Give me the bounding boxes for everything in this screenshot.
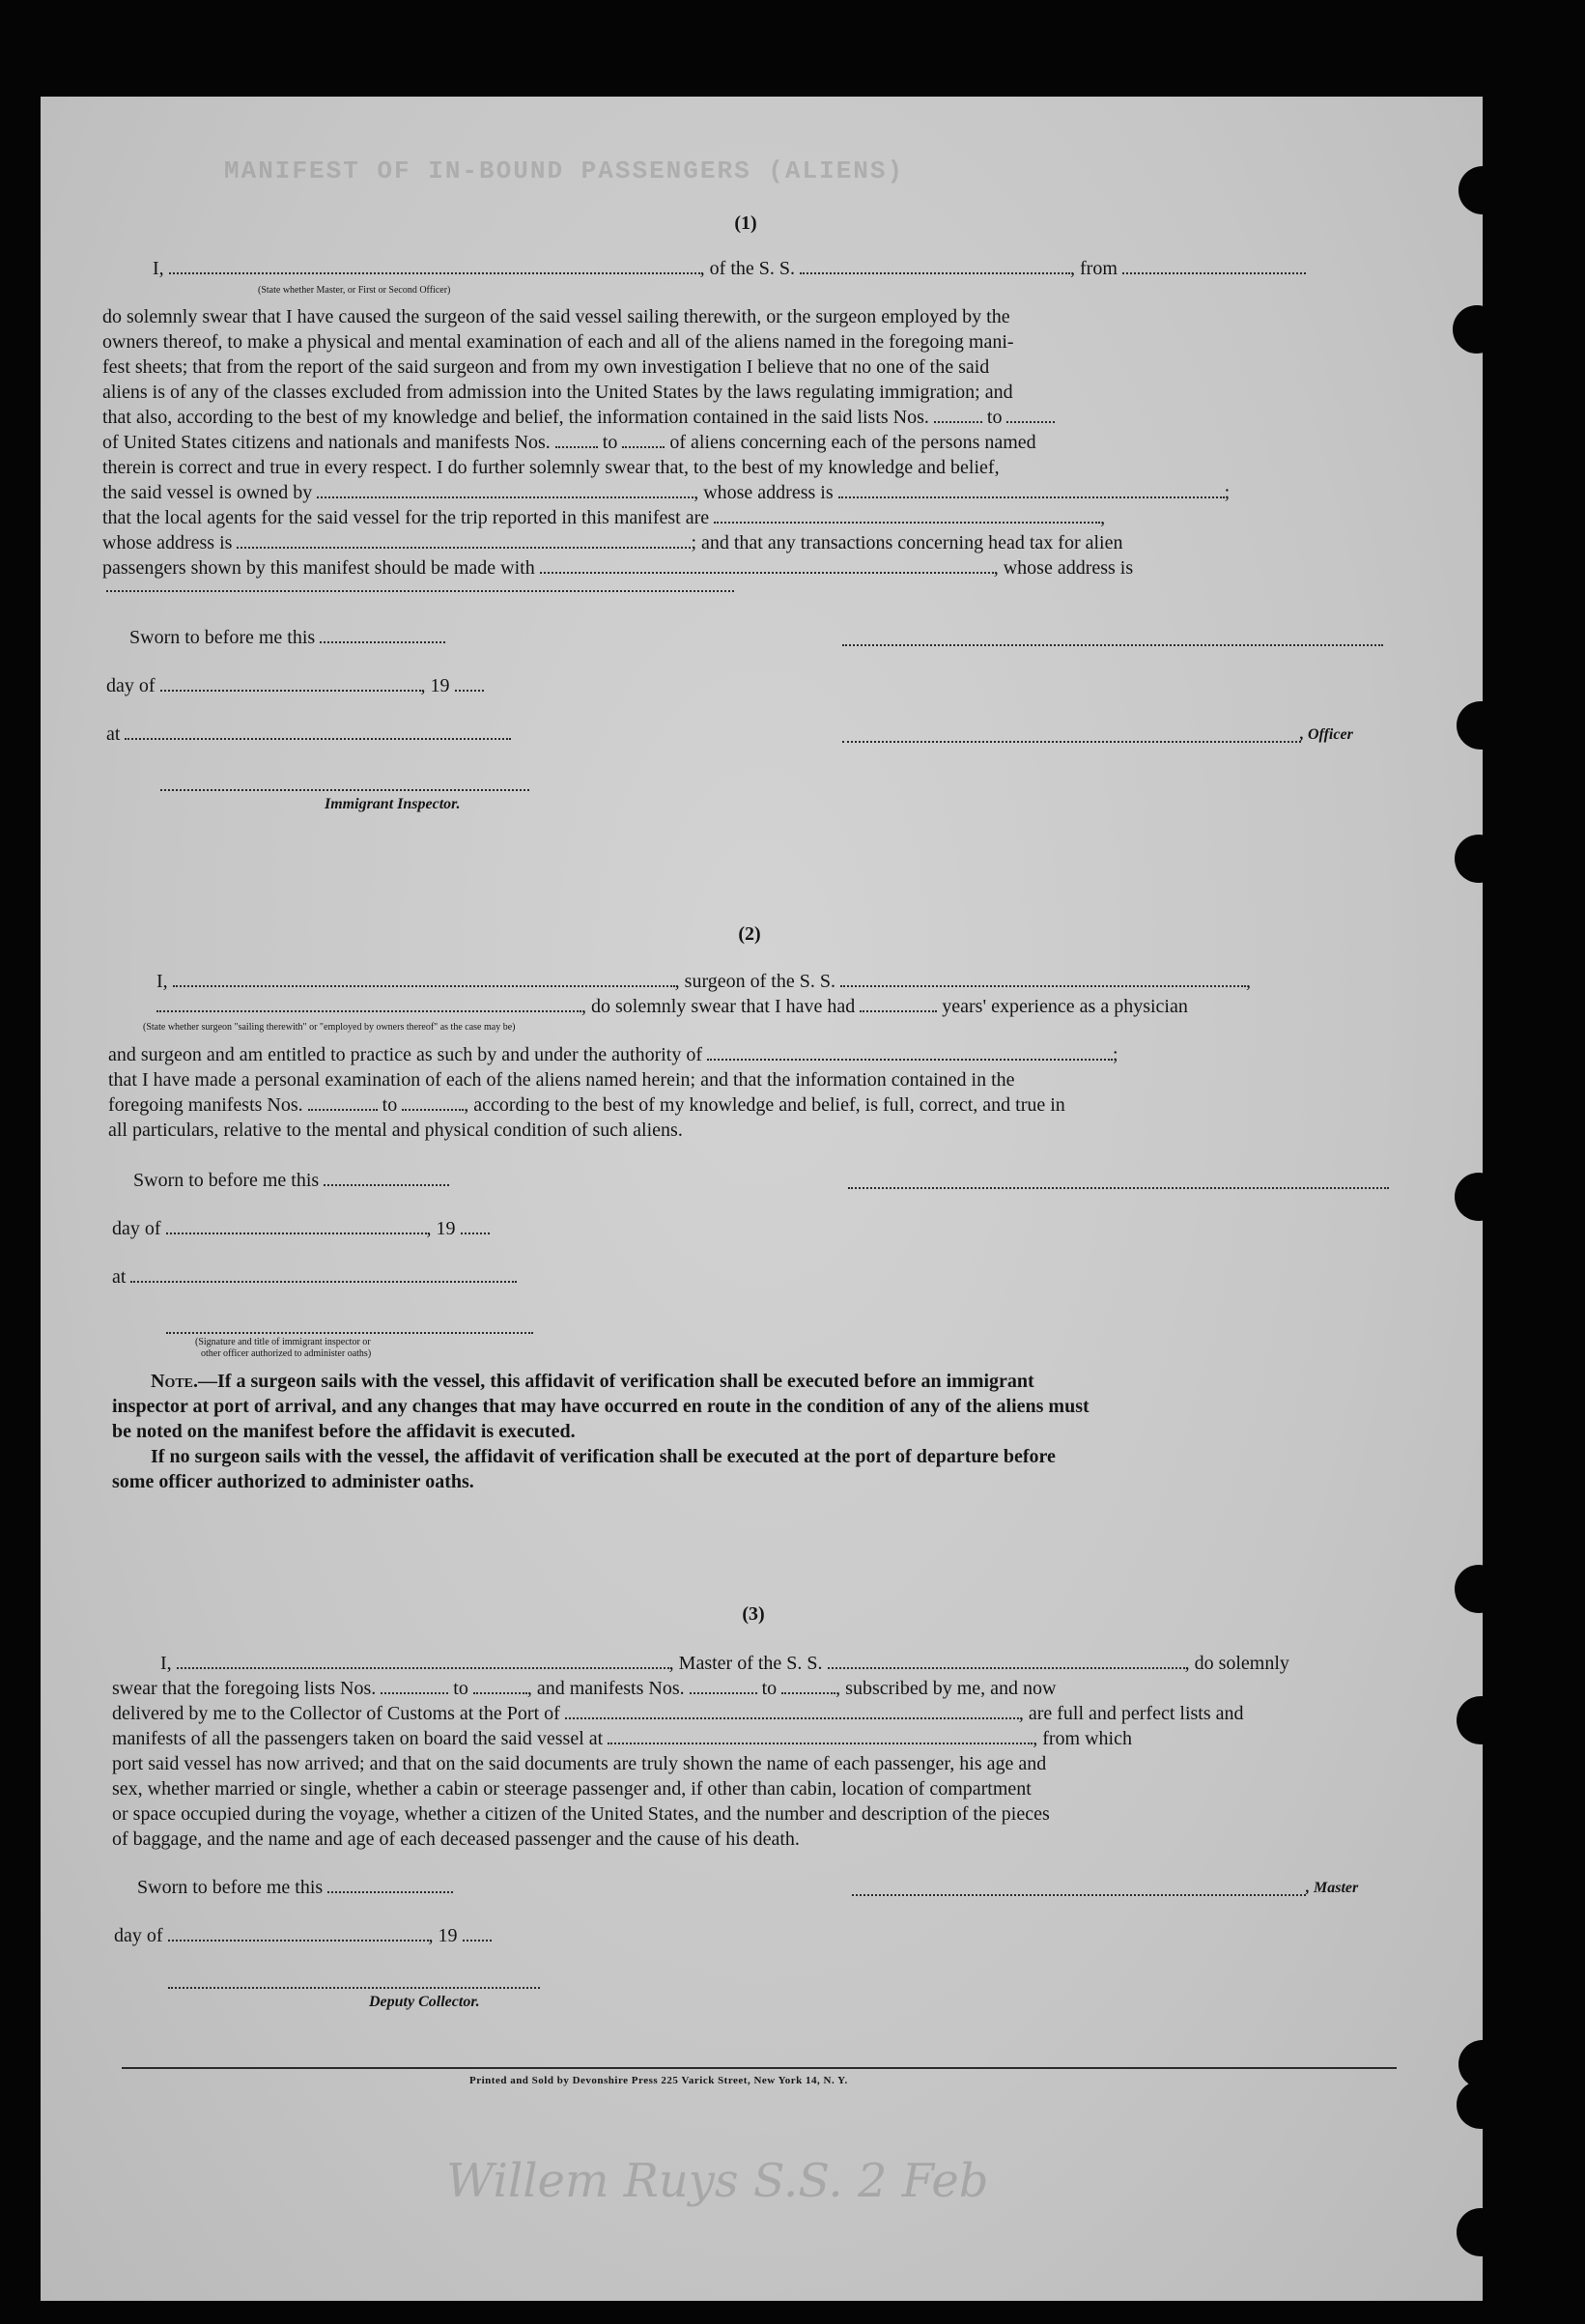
s2-sworn-text: Sworn to before me this	[133, 1170, 320, 1191]
s2-line-4: all particulars, relative to the mental and physical condition of such aliens.	[108, 1119, 683, 1141]
punch-hole	[1457, 701, 1483, 750]
s1-line-7: therein is correct and true in every respect. I do further solemnly swear that, to the best of my knowledge and belief,	[102, 457, 1000, 478]
s2-signature-hint-1: (Signature and title of immigrant inspector or	[195, 1337, 371, 1347]
s3-row-1-i: I,	[160, 1653, 172, 1674]
s1-line-4: aliens is of any of the classes excluded from admission into the United States by the laws regulating immigration; and	[102, 382, 1013, 403]
label-of-ss: , of the S. S.	[699, 258, 796, 279]
s2-line-3-end: , according to the best of my knowledge and belief, is full, correct, and true in	[464, 1094, 1065, 1116]
label-from: , from	[1070, 258, 1118, 279]
field-s2-month	[166, 1219, 427, 1234]
field-s3-vessel	[828, 1654, 1185, 1669]
s2-at	[112, 1265, 517, 1289]
s2-sworn	[133, 1169, 449, 1192]
field-authority	[707, 1045, 1113, 1061]
s1-at	[106, 723, 511, 746]
s1-line-10-text: whose address is	[102, 532, 233, 553]
field-agents-address	[237, 533, 691, 549]
s2-line-3-to: to	[382, 1094, 398, 1116]
field-s2-inspector-signature	[166, 1331, 533, 1334]
s3-row-1	[160, 1652, 1289, 1675]
s2-row-2-mid: , do solemnly swear that I have had	[581, 996, 856, 1017]
s1-line-6-text: of United States citizens and nationals and manifests Nos.	[102, 432, 551, 453]
field-s3-manifests-from	[690, 1679, 757, 1694]
field-port-of-arrival	[565, 1704, 1019, 1719]
field-years-experience	[860, 997, 937, 1012]
punch-hole	[1455, 835, 1483, 883]
s1-at-text: at	[106, 723, 121, 745]
bleed-through-handwriting: Willem Ruys S.S. 2 Feb	[446, 2154, 989, 2208]
field-s3-month	[168, 1926, 429, 1941]
field-manifests-to	[622, 433, 665, 448]
field-s1-master-signature	[842, 643, 1383, 646]
field-s2-surgeon-signature	[848, 1186, 1389, 1189]
s1-line-6-end: of aliens concerning each of the persons named	[669, 432, 1036, 453]
field-s3-lists-from	[381, 1679, 448, 1694]
punch-hole	[1457, 2208, 1483, 2256]
s2-line-3	[108, 1093, 1065, 1117]
s1-line-5	[102, 406, 1055, 429]
s2-signature-hint-2: other officer authorized to administer oaths)	[201, 1348, 372, 1359]
s1-line-11-end: , whose address is	[993, 557, 1134, 579]
field-s1-year	[455, 676, 484, 692]
s1-line-5-to: to	[986, 407, 1003, 428]
field-master-name	[177, 1654, 669, 1669]
s1-sworn-text: Sworn to before me this	[129, 627, 316, 648]
field-vessel-name	[800, 259, 1070, 274]
field-local-agents	[714, 508, 1100, 524]
label-i: I,	[153, 258, 164, 279]
field-s3-master-signature	[852, 1893, 1306, 1896]
s3-row-3	[112, 1702, 1244, 1725]
field-s1-sworn-day	[320, 628, 445, 643]
s2-line-2: that I have made a personal examination of each of the aliens named herein; and that the information contained in the	[108, 1069, 1015, 1091]
punch-hole	[1453, 305, 1483, 354]
s3-row-1-end: , do solemnly	[1184, 1653, 1289, 1674]
s1-line-10-end: ; and that any transactions concerning head tax for alien	[691, 532, 1123, 553]
field-port-of-embarkation	[608, 1729, 1033, 1744]
field-s1-month	[160, 676, 421, 692]
field-officer-name	[169, 259, 700, 274]
punch-hole	[1455, 1173, 1483, 1221]
note-line-5: some officer authorized to administer oaths.	[112, 1471, 474, 1492]
field-lists-to	[1006, 408, 1055, 423]
printer-imprint: Printed and Sold by Devonshire Press 225 Varick Street, New York 14, N. Y.	[469, 2075, 848, 2086]
immigrant-inspector-label: Immigrant Inspector.	[325, 796, 461, 812]
note-line-1	[151, 1370, 1034, 1393]
s2-year-text: , 19	[426, 1218, 456, 1239]
field-surgeon-status	[156, 997, 581, 1012]
s1-line-9: that the local agents for the said vessel for the trip reported in this manifest are ,	[102, 507, 1106, 528]
s1-line-11	[102, 556, 1133, 580]
s1-sworn	[129, 626, 445, 649]
note-line-2: inspector at port of arrival, and any changes that may have occurred en route in the condition of any of the aliens must	[112, 1396, 1090, 1417]
s3-year-text: , 19	[428, 1925, 458, 1946]
bleed-through-header: MANIFEST OF IN-BOUND PASSENGERS (ALIENS)	[224, 156, 905, 185]
note-label: Note.	[151, 1371, 199, 1392]
s2-row-1-end: , surgeon of the S. S.	[674, 971, 835, 992]
s1-line-6	[102, 431, 1036, 454]
s2-line-1-text: and surgeon and am entitled to practice as such by and under the authority of	[108, 1044, 702, 1065]
s3-row-2-to2: to	[761, 1678, 778, 1699]
punch-hole	[1455, 1565, 1483, 1613]
field-s2-place	[130, 1267, 517, 1283]
field-vessel-owner	[317, 483, 693, 498]
s1-line-2: owners thereof, to make a physical and mental examination of each and all of the aliens named in the foregoing mani-	[102, 331, 1014, 353]
field-owner-address	[838, 483, 1225, 498]
s1-line-10	[102, 531, 1123, 554]
footer-rule	[122, 2067, 1397, 2069]
s3-row-2-mid: , and manifests Nos.	[526, 1678, 685, 1699]
punch-hole	[1458, 166, 1483, 214]
field-s3-sworn-day	[327, 1878, 453, 1893]
section-3-number: (3)	[742, 1603, 765, 1625]
s2-day-of-text: day of	[112, 1218, 161, 1239]
s2-row-1: I, , surgeon of the S. S. ,	[156, 971, 1251, 992]
s3-row-4-start: manifests of all the passengers taken on board the said vessel at	[112, 1728, 604, 1749]
master-label: , Master	[1306, 1880, 1359, 1896]
field-manifests-from	[555, 433, 598, 448]
document-page	[41, 97, 1483, 2301]
s3-day-of-text: day of	[114, 1925, 163, 1946]
s3-row-2-start: swear that the foregoing lists Nos.	[112, 1678, 377, 1699]
s1-line-3: fest sheets; that from the report of the said surgeon and from my own investigation I believe that no one of the said	[102, 356, 990, 378]
field-s2-vessel	[840, 972, 1246, 987]
s1-day-of-text: day of	[106, 675, 156, 696]
field-surgeon-name	[173, 972, 675, 987]
section-2-number: (2)	[738, 923, 761, 945]
s3-day-of	[114, 1924, 492, 1947]
field-head-tax-party	[540, 558, 994, 574]
s3-row-3-end: , are full and perfect lists and	[1018, 1703, 1244, 1724]
punch-hole	[1457, 1696, 1483, 1744]
field-s2-year	[461, 1219, 490, 1234]
s3-sworn-text: Sworn to before me this	[137, 1877, 324, 1898]
s3-sworn	[137, 1876, 453, 1899]
field-s1-place	[125, 724, 511, 740]
note-line-4: If no surgeon sails with the vessel, the affidavit of verification shall be executed at the port of departure before	[151, 1446, 1056, 1467]
s3-row-2-to1: to	[453, 1678, 468, 1699]
s1-line-5-text: that also, according to the best of my knowledge and belief, the information contained in the said lists Nos.	[102, 407, 929, 428]
s3-line-3: or space occupied during the voyage, whether a citizen of the United States, and the number and description of the pieces	[112, 1803, 1050, 1825]
section-1-number: (1)	[734, 213, 757, 234]
s1-line-8-mid: , whose address is	[693, 482, 834, 503]
officer-rank-hint: (State whether Master, or First or Second Officer)	[258, 285, 451, 296]
field-s1-officer-signature	[842, 740, 1301, 743]
s3-row-2-end: , subscribed by me, and now	[835, 1678, 1057, 1699]
s1-year-text: , 19	[420, 675, 450, 696]
s2-row-2	[156, 995, 1188, 1018]
s3-line-1: port said vessel has now arrived; and that on the said documents are truly shown the name of each passenger, his age and	[112, 1753, 1047, 1774]
s3-row-2	[112, 1677, 1056, 1700]
field-head-tax-address	[106, 589, 734, 592]
note-line-3: be noted on the manifest before the affidavit is executed.	[112, 1421, 576, 1442]
s1-line-9-text: that the local agents for the said vessel for the trip reported in this manifest are	[102, 507, 710, 528]
note-line-1-text: —If a surgeon sails with the vessel, this affidavit of verification shall be executed before an immigrant	[198, 1371, 1034, 1392]
punch-hole	[1457, 2081, 1483, 2129]
s1-day-of	[106, 674, 484, 697]
s3-row-3-start: delivered by me to the Collector of Customs at the Port of	[112, 1703, 560, 1724]
section-1-oath-row	[153, 257, 1306, 280]
s3-line-2: sex, whether married or single, whether a cabin or steerage passenger and, if other than cabin, location of compartment	[112, 1778, 1032, 1800]
s3-row-4	[112, 1727, 1132, 1750]
field-inspector-signature	[160, 788, 529, 791]
s1-line-6-to: to	[602, 432, 618, 453]
s1-line-11-text: passengers shown by this manifest should be made with	[102, 557, 535, 579]
surgeon-status-hint: (State whether surgeon "sailing therewith" or "employed by owners thereof" as the case may be)	[143, 1022, 516, 1033]
s3-row-1-mid: , Master of the S. S.	[668, 1653, 823, 1674]
s2-row-1-i: I,	[156, 971, 168, 992]
field-s2-sworn-day	[324, 1171, 449, 1186]
s1-line-8: the said vessel is owned by , whose address is ;	[102, 482, 1231, 503]
field-s3-lists-to	[473, 1679, 527, 1694]
deputy-collector-label: Deputy Collector.	[369, 1994, 480, 2010]
s3-line-4: of baggage, and the name and age of each deceased passenger and the cause of his death.	[112, 1828, 800, 1850]
s2-at-text: at	[112, 1266, 127, 1288]
s2-line-3-text: foregoing manifests Nos.	[108, 1094, 303, 1116]
field-from-port	[1122, 259, 1306, 274]
s1-line-1: do solemnly swear that I have caused the surgeon of the said vessel sailing therewith, or the surgeon employed by the	[102, 306, 1010, 327]
field-s3-manifests-to	[781, 1679, 835, 1694]
field-s3-year	[463, 1926, 492, 1941]
s2-row-2-end: years' experience as a physician	[942, 996, 1188, 1017]
s2-line-1: and surgeon and am entitled to practice as such by and under the authority of ;	[108, 1044, 1118, 1065]
field-deputy-collector-signature	[168, 1986, 540, 1989]
s1-line-8-text: the said vessel is owned by	[102, 482, 313, 503]
field-s2-manifests-from	[308, 1095, 378, 1111]
field-s2-manifests-to	[402, 1095, 464, 1111]
s3-row-4-end: , from which	[1033, 1728, 1132, 1749]
field-lists-from	[934, 408, 982, 423]
officer-label: , Officer	[1300, 726, 1353, 743]
s2-day-of	[112, 1217, 490, 1240]
